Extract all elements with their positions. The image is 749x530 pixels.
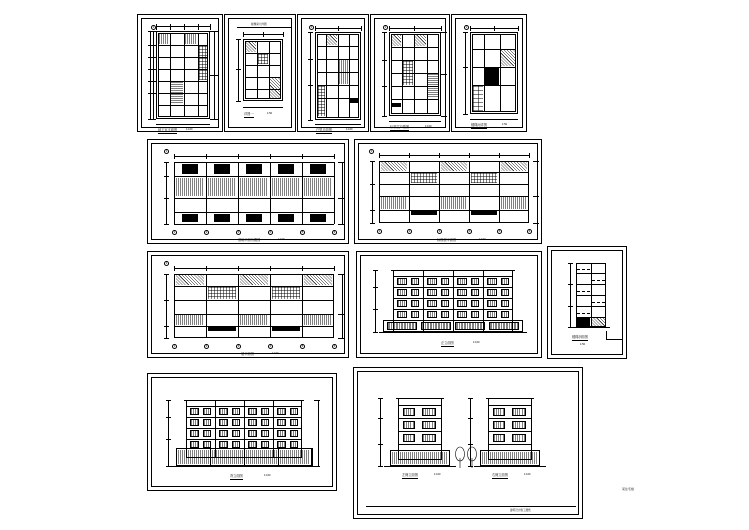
axis-label: 5	[498, 230, 501, 233]
axis-label: 6	[333, 345, 336, 348]
axis-label: 1	[173, 231, 176, 234]
panel-caption: 背立面图	[230, 474, 243, 478]
axis-label: 5	[301, 231, 304, 234]
panel-scale: 1:100	[278, 238, 285, 241]
axis-label: 4	[468, 230, 471, 233]
panel-scale: 1:50	[502, 123, 508, 126]
axis-label: 1	[173, 345, 176, 348]
panel-caption: 基础平面布置图	[238, 238, 261, 242]
panel-scale: 1:50	[267, 112, 273, 115]
axis-label: 3	[237, 345, 240, 348]
side-caption-left: 左侧立面图	[402, 473, 418, 477]
panel-scale: 1:100	[425, 125, 432, 128]
grid-marker-label: 1	[152, 26, 155, 29]
axis-label: 4	[269, 231, 272, 234]
grid-marker-label: 1	[165, 150, 168, 153]
axis-label: 2	[205, 231, 208, 234]
panel-elevation-side-pair[interactable]	[353, 367, 583, 519]
panel-plan-unit-a[interactable]	[297, 14, 369, 132]
panel-caption: 地下室平面图	[158, 128, 178, 132]
panel-scale: 1:100	[186, 128, 193, 131]
panel-caption: 一层平面图	[238, 352, 254, 356]
sheet-corner-label: 某住宅楼	[622, 487, 635, 491]
grid-marker-label: 1	[370, 150, 373, 153]
panel-scale: 1:100	[264, 474, 271, 477]
panel-plan-detail-1[interactable]	[224, 14, 296, 132]
panel-caption: 楼梯剖面图	[572, 335, 588, 339]
sheet-bottom-label: 建筑设计施工图纸	[510, 509, 531, 512]
panel-elevation-rear[interactable]	[147, 373, 337, 491]
panel-plan-basement[interactable]	[137, 14, 223, 132]
grid-marker-label: 1	[165, 262, 168, 265]
panel-plan-ground-floor[interactable]	[147, 251, 349, 358]
panel-caption: 户型平面图	[316, 128, 332, 132]
tree-icon	[454, 446, 466, 468]
axis-label: 2	[408, 230, 411, 233]
panel-scale: 1:100	[524, 473, 531, 476]
axis-label: 2	[205, 345, 208, 348]
panel-plan-stair[interactable]	[451, 14, 527, 132]
panel-caption: 楼梯间详图	[471, 123, 487, 127]
panel-caption: 详图一	[244, 112, 254, 116]
grid-marker-label: 1	[384, 26, 387, 29]
panel-caption: 标准层平面图	[437, 238, 457, 242]
panel-scale: 1:100	[473, 341, 480, 344]
axis-label: 6	[333, 231, 336, 234]
tree-icon	[466, 446, 478, 468]
panel-section-stair[interactable]	[547, 246, 627, 359]
panel-plan-standard-floor[interactable]	[354, 139, 542, 244]
detail-title: 楼梯间大样图	[251, 23, 267, 26]
grid-marker-label: 1	[310, 26, 313, 29]
grid-marker-label: 1	[465, 26, 468, 29]
axis-label: 4	[269, 345, 272, 348]
axis-label: 3	[438, 230, 441, 233]
panel-scale: 1:50	[580, 343, 586, 346]
side-caption-right: 右侧立面图	[492, 473, 508, 477]
axis-label: 5	[301, 345, 304, 348]
panel-plan-foundation[interactable]	[147, 139, 349, 244]
panel-caption: 正立面图	[441, 341, 454, 345]
panel-scale: 1:100	[272, 352, 279, 355]
axis-label: 6	[528, 230, 531, 233]
panel-caption: 标准层户型图	[390, 125, 410, 129]
panel-scale: 1:100	[479, 238, 486, 241]
panel-plan-unit-b[interactable]	[370, 14, 450, 132]
axis-label: 1	[378, 230, 381, 233]
panel-elevation-front[interactable]	[356, 251, 542, 358]
panel-scale: 1:100	[434, 473, 441, 476]
axis-label: 3	[237, 231, 240, 234]
panel-scale: 1:100	[346, 128, 353, 131]
